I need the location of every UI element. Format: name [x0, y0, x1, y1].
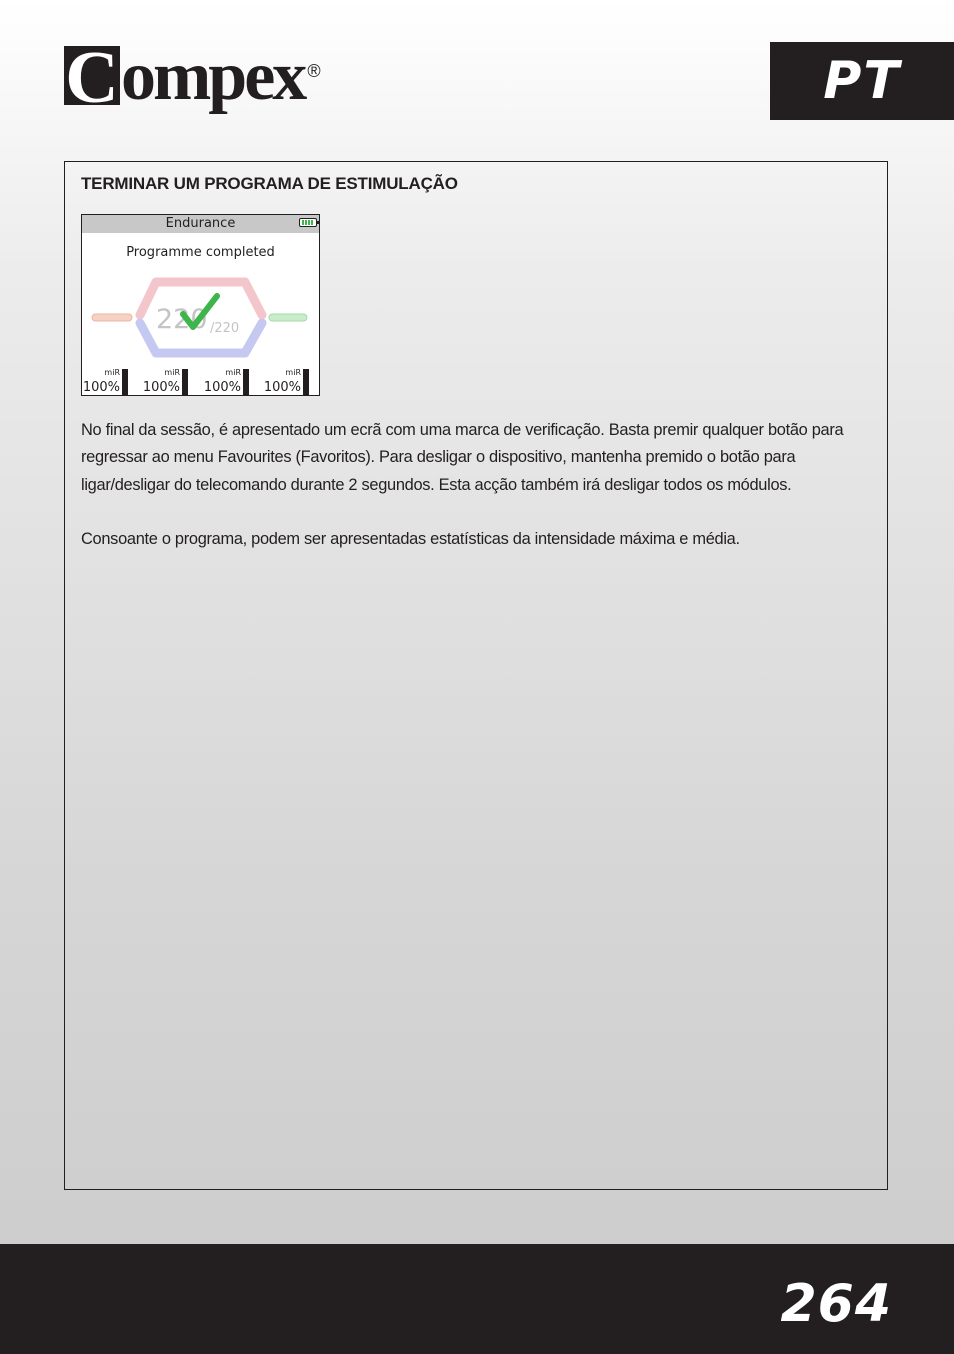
channel-value: 100% [142, 380, 180, 395]
channel-value: 100% [82, 380, 120, 395]
channel-3 [203, 367, 249, 395]
counter-total: /220 [210, 321, 240, 336]
footer-bar [0, 1244, 954, 1354]
section-title: TERMINAR UM PROGRAMA DE ESTIMULAÇÃO [81, 174, 458, 193]
channel-level-bar [303, 369, 309, 395]
device-screen [81, 214, 320, 396]
paragraph: No final da sessão, é apresentado um ecrã com uma marca de verificação. Basta premir qualquer botão para regressar ao menu Favourites (Favoritos). Para desligar o dispositivo, mantenha premido o botão para ligar/desligar do telecomando durante 2 segundos. Esta acção também irá desligar todos os módulos. [81, 421, 844, 494]
battery-icon [299, 218, 317, 227]
channel-4 [263, 367, 309, 395]
registered-mark: ® [307, 61, 321, 81]
channel-value: 100% [203, 380, 241, 395]
channel-level-bar [122, 369, 128, 395]
compex-logo [64, 38, 321, 120]
logo-initial: C [65, 46, 119, 105]
channel-mode: miR [164, 368, 180, 377]
right-indicator [269, 314, 307, 321]
logo-wordmark: ompex [121, 38, 305, 115]
channel-mode: miR [225, 368, 241, 377]
completion-message: Programme completed [126, 245, 275, 260]
channel-1 [82, 367, 128, 395]
paragraph: Consoante o programa, podem ser apresentadas estatísticas da intensidade máxima e média. [81, 530, 740, 549]
content-frame [64, 161, 888, 1190]
channel-mode: miR [104, 368, 120, 377]
body-text [81, 417, 876, 554]
channel-strip [82, 367, 319, 395]
left-indicator [92, 314, 132, 321]
channel-level-bar [243, 369, 249, 395]
counter-current: 220 [156, 304, 208, 335]
device-header [82, 215, 319, 233]
channel-mode: miR [285, 368, 301, 377]
channel-level-bar [182, 369, 188, 395]
progress-gauge [82, 273, 319, 359]
channel-value: 100% [263, 380, 301, 395]
channel-2 [142, 367, 188, 395]
program-name: Endurance [165, 216, 236, 231]
page-number: 264 [780, 1274, 892, 1334]
language-tab: PT [770, 42, 954, 120]
